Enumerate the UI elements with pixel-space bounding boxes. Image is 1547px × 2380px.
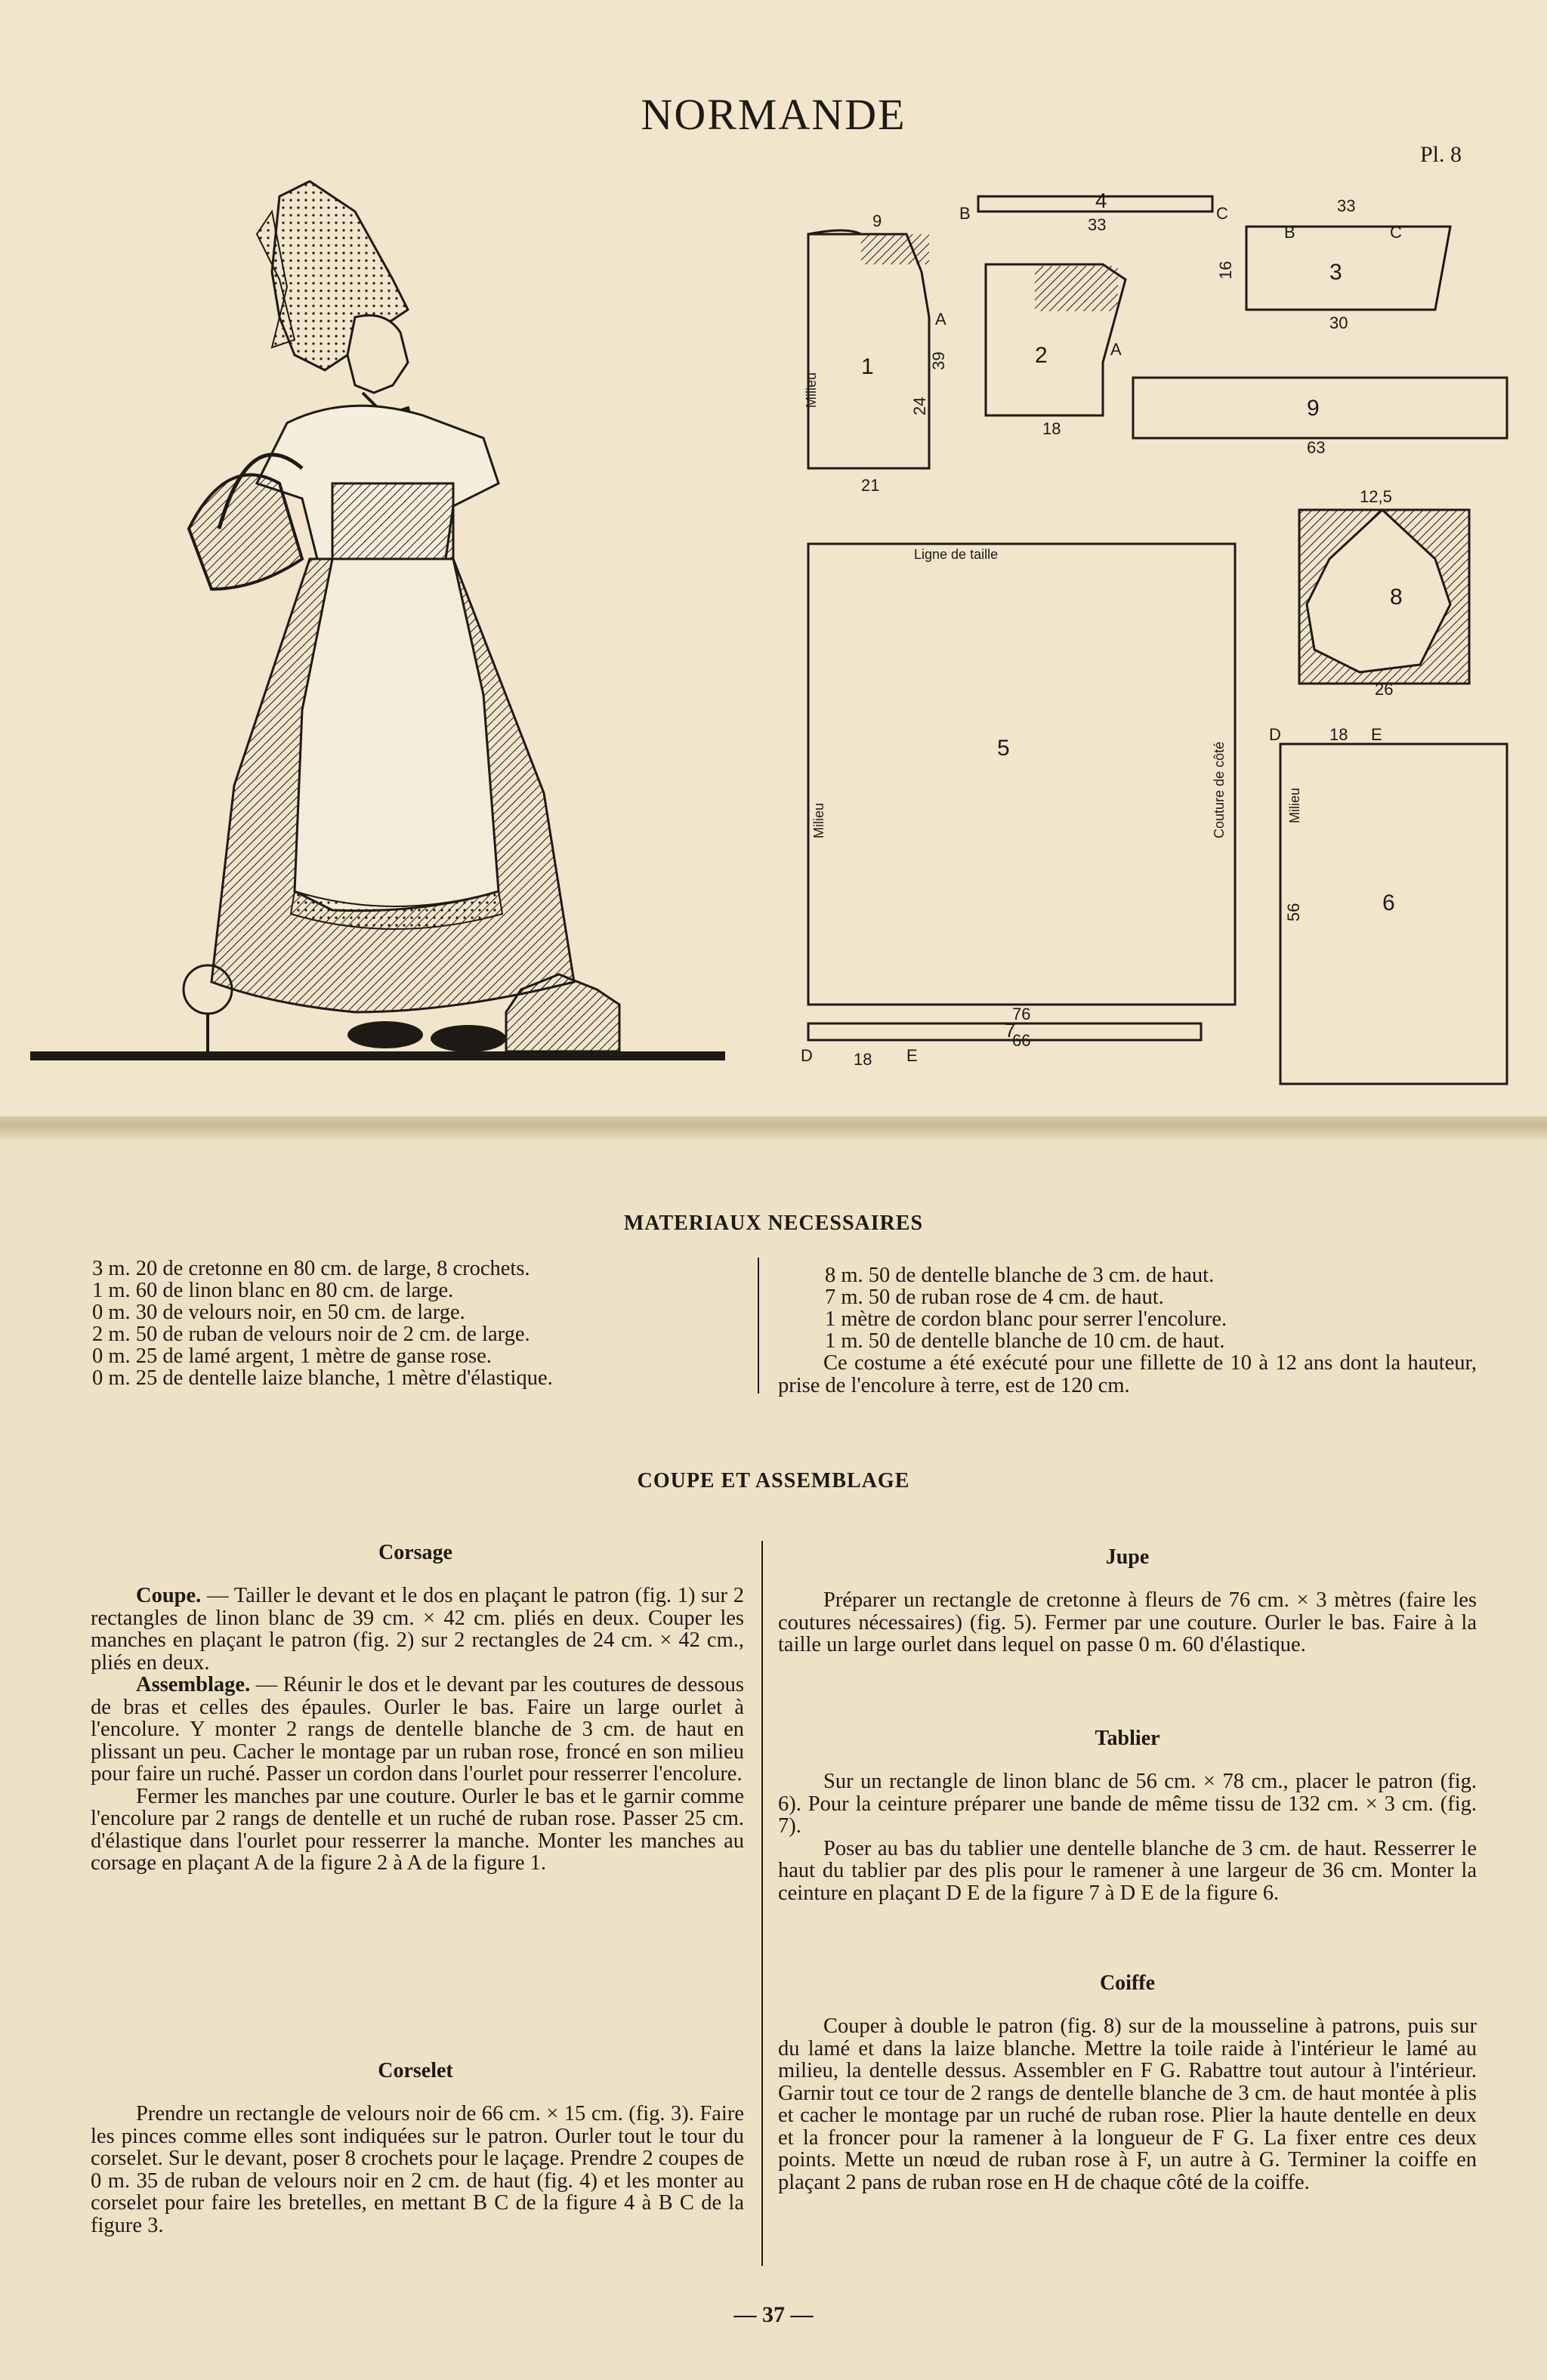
svg-text:56: 56 — [1284, 903, 1303, 921]
svg-text:33: 33 — [1337, 196, 1356, 215]
pattern-piece-4 — [959, 189, 1228, 234]
pattern-piece-6 — [1269, 725, 1507, 1084]
corsage-title: Corsage — [378, 1541, 452, 1564]
materiaux-left-2: 0 m. 30 de velours noir, en 50 cm. de large. — [92, 1301, 465, 1324]
pattern-piece-9 — [1133, 378, 1507, 457]
page-title: NORMANDE — [641, 90, 906, 139]
svg-text:9: 9 — [872, 211, 882, 230]
svg-text:18: 18 — [854, 1050, 872, 1069]
svg-text:16: 16 — [1216, 261, 1235, 279]
materiaux-right-1: 7 m. 50 de ruban rose de 4 cm. de haut. — [825, 1286, 1164, 1309]
svg-text:12,5: 12,5 — [1360, 487, 1392, 506]
svg-text:B: B — [959, 204, 971, 223]
svg-text:24: 24 — [910, 397, 929, 415]
svg-text:C: C — [1216, 204, 1228, 223]
svg-text:18: 18 — [1042, 419, 1061, 438]
pattern-piece-7 — [801, 1019, 1201, 1069]
coupe-divider — [761, 1541, 763, 2266]
svg-text:9: 9 — [1307, 396, 1320, 421]
pattern-piece-2 — [986, 264, 1126, 438]
coiffe-text: Couper à double le patron (fig. 8) sur de la mousseline à patrons, puis sur du lamé et dans la laize blanche. Mettre la toile raide à l'intérieur le lamé au milieu, la dentelle dessus. Assembler en F G. Rabattre tout autour à l'intérieur. Garnir tout ce tour de 2 rangs de dentelle blanche de 3 cm. de haut montée à plis et cacher le montage par un ruché de ruban rose. Plier la haute dentelle en deux et la froncer pour la ramener à la longueur de F G. La fixer entre ces deux points. Mette un nœud de ruban rose à F, un autre à G. Terminer la coiffe en plaçant 2 pans de ruban rose en H de chaque côté de la coiffe. — [778, 2014, 1477, 2194]
materiaux-left-0: 3 m. 20 de cretonne en 80 cm. de large, 8 crochets. — [92, 1257, 530, 1280]
svg-text:A: A — [1110, 340, 1122, 359]
svg-text:39: 39 — [929, 351, 948, 370]
svg-text:B: B — [1284, 223, 1295, 242]
materiaux-divider — [758, 1258, 759, 1394]
page-number: — 37 — — [733, 2302, 814, 2327]
materiaux-right-3: 1 m. 50 de dentelle blanche de 10 cm. de haut. — [825, 1329, 1225, 1353]
svg-text:Milieu: Milieu — [811, 802, 826, 838]
svg-text:63: 63 — [1307, 438, 1326, 457]
label-piece-1: 1 — [861, 354, 874, 379]
svg-text:8: 8 — [1390, 585, 1403, 610]
face-drawing — [347, 316, 408, 394]
svg-text:7: 7 — [1005, 1019, 1016, 1042]
coiffe-title: Coiffe — [1099, 1971, 1156, 1995]
svg-text:E: E — [906, 1046, 918, 1065]
materiaux-note: Ce costume a été exécuté pour une fillette de 10 à 12 ans dont la hauteur, prise de l'encolure à terre, est de 120 cm. — [778, 1351, 1477, 1397]
pattern-diagram — [786, 181, 1526, 1103]
pattern-piece-1 — [804, 211, 948, 495]
svg-text:66: 66 — [1012, 1031, 1031, 1050]
label-piece-2: 2 — [1035, 343, 1048, 368]
svg-text:3: 3 — [1329, 260, 1342, 285]
pattern-piece-8 — [1299, 487, 1469, 699]
svg-text:21: 21 — [861, 476, 880, 495]
svg-text:76: 76 — [1012, 1005, 1031, 1023]
svg-text:C: C — [1390, 223, 1402, 242]
page-fold — [0, 1116, 1547, 1139]
corsage-assemblage-label: Assemblage. — [136, 1673, 251, 1696]
svg-text:Ligne de taille: Ligne de taille — [914, 547, 999, 562]
corselet-title: Corselet — [378, 2059, 453, 2082]
tree-drawing — [184, 965, 232, 1014]
tablier-p1: Sur un rectangle de linon blanc de 56 cm. × 78 cm., placer le patron (fig. 6). Pour la ceinture préparer une bande de même tissu de 132 cm. × 3 cm. (fig. 7). — [778, 1770, 1477, 1838]
ground-line — [30, 1051, 725, 1060]
svg-text:A: A — [935, 310, 946, 329]
tablier-title: Tablier — [1095, 1727, 1160, 1750]
pattern-piece-5 — [808, 544, 1235, 1050]
materiaux-left-1: 1 m. 60 de linon blanc en 80 cm. de large. — [92, 1279, 454, 1302]
materiaux-left-3: 2 m. 50 de ruban de velours noir de 2 cm. de large. — [92, 1323, 530, 1346]
jupe-text: Préparer un rectangle de cretonne à fleurs de 76 cm. × 3 mètres (faire les coutures nécessaires) (fig. 5). Fermer par une couture. Ourler le bas. Faire à la taille un large ourlet dans lequel on passe 0 m. 60 d'élastique. — [778, 1588, 1477, 1656]
svg-text:4: 4 — [1095, 189, 1107, 212]
materiaux-heading: MATERIAUX NECESSAIRES — [623, 1212, 924, 1235]
plate-number: Pl. 8 — [1420, 142, 1462, 167]
pattern-piece-3 — [1216, 196, 1450, 332]
svg-text:D: D — [801, 1046, 813, 1065]
svg-text:Milieu: Milieu — [804, 372, 819, 408]
svg-text:26: 26 — [1375, 680, 1394, 699]
materiaux-right-2: 1 mètre de cordon blanc pour serrer l'encolure. — [825, 1307, 1227, 1331]
corselet-drawing — [332, 483, 453, 566]
svg-text:33: 33 — [1088, 215, 1107, 234]
svg-text:6: 6 — [1382, 891, 1395, 915]
materiaux-right-0: 8 m. 50 de dentelle blanche de 3 cm. de haut. — [825, 1264, 1215, 1287]
corsage-coupe-text: — Tailler le devant et le dos en plaçant le patron (fig. 1) sur 2 rectangles de linon blanc de 39 cm. × 42 cm. pliés en deux. Couper les manches en plaçant le patron (fig. 2) sur 2 rectangles de 24 cm. × 42 cm., pliés en deux. — [91, 1584, 744, 1675]
corselet-text: Prendre un rectangle de velours noir de 66 cm. × 15 cm. (fig. 3). Faire les pinces comme elles sont indiquées sur le patron. Ourler tout le tour du corselet. Sur le devant, poser 8 crochets pour le laçage. Prendre 2 coupes de 0 m. 35 de ruban de velours noir en 2 cm. de haut (fig. 4) et les monter au corselet pour faire les bretelles, en mettant B C de la figure 4 à B C de la figure 3. — [91, 2102, 744, 2237]
materiaux-left-4: 0 m. 25 de lamé argent, 1 mètre de ganse rose. — [92, 1344, 492, 1368]
materiaux-left-5: 0 m. 25 de dentelle laize blanche, 1 mètre d'élastique. — [92, 1366, 553, 1390]
tablier-p2: Poser au bas du tablier une dentelle blanche de 3 cm. de haut. Resserrer le haut du tablier par des plis pour le ramener à une largeur de 36 cm. Monter la ceinture en plaçant D E de la figure 7 à D E de la figure 6. — [778, 1836, 1477, 1905]
svg-text:18: 18 — [1329, 725, 1348, 744]
svg-text:Milieu: Milieu — [1287, 787, 1302, 823]
svg-text:30: 30 — [1329, 313, 1348, 332]
svg-text:E: E — [1371, 725, 1382, 744]
tablier-text — [778, 1770, 1477, 1904]
corsage-assemblage-text: — Réunir le dos et le devant par les coutures de dessous de bras et celles des épaules. Ourler le bas. Faire un large ourlet à l'encolure. Y monter 2 rangs de dentelle blanche de 3 cm. de haut en plissant un peu. Cacher le montage par un ruban rose, froncé en son milieu pour faire un ruché. Passer un cordon dans l'ourlet pour resserrer l'encolure. — [91, 1673, 744, 1786]
corsage-coupe-label: Coupe. — [136, 1584, 202, 1607]
svg-text:Couture de côté: Couture de côté — [1212, 741, 1227, 838]
costume-illustration — [30, 166, 786, 1080]
corsage-text — [91, 1585, 744, 1875]
coupe-heading: COUPE ET ASSEMBLAGE — [637, 1469, 910, 1493]
jupe-title: Jupe — [1105, 1545, 1150, 1569]
svg-text:5: 5 — [997, 736, 1010, 761]
corsage-manches-text: Fermer les manches par une couture. Ourler le bas et le garnir comme l'encolure par 2 rangs de dentelle et un ruché de ruban rose. Passer 25 cm. d'élastique dans l'ourlet pour resserrer la manche. Monter les manches au corsage en plaçant A de la figure 2 à A de la figure 1. — [91, 1784, 744, 1875]
svg-text:D: D — [1269, 725, 1281, 744]
